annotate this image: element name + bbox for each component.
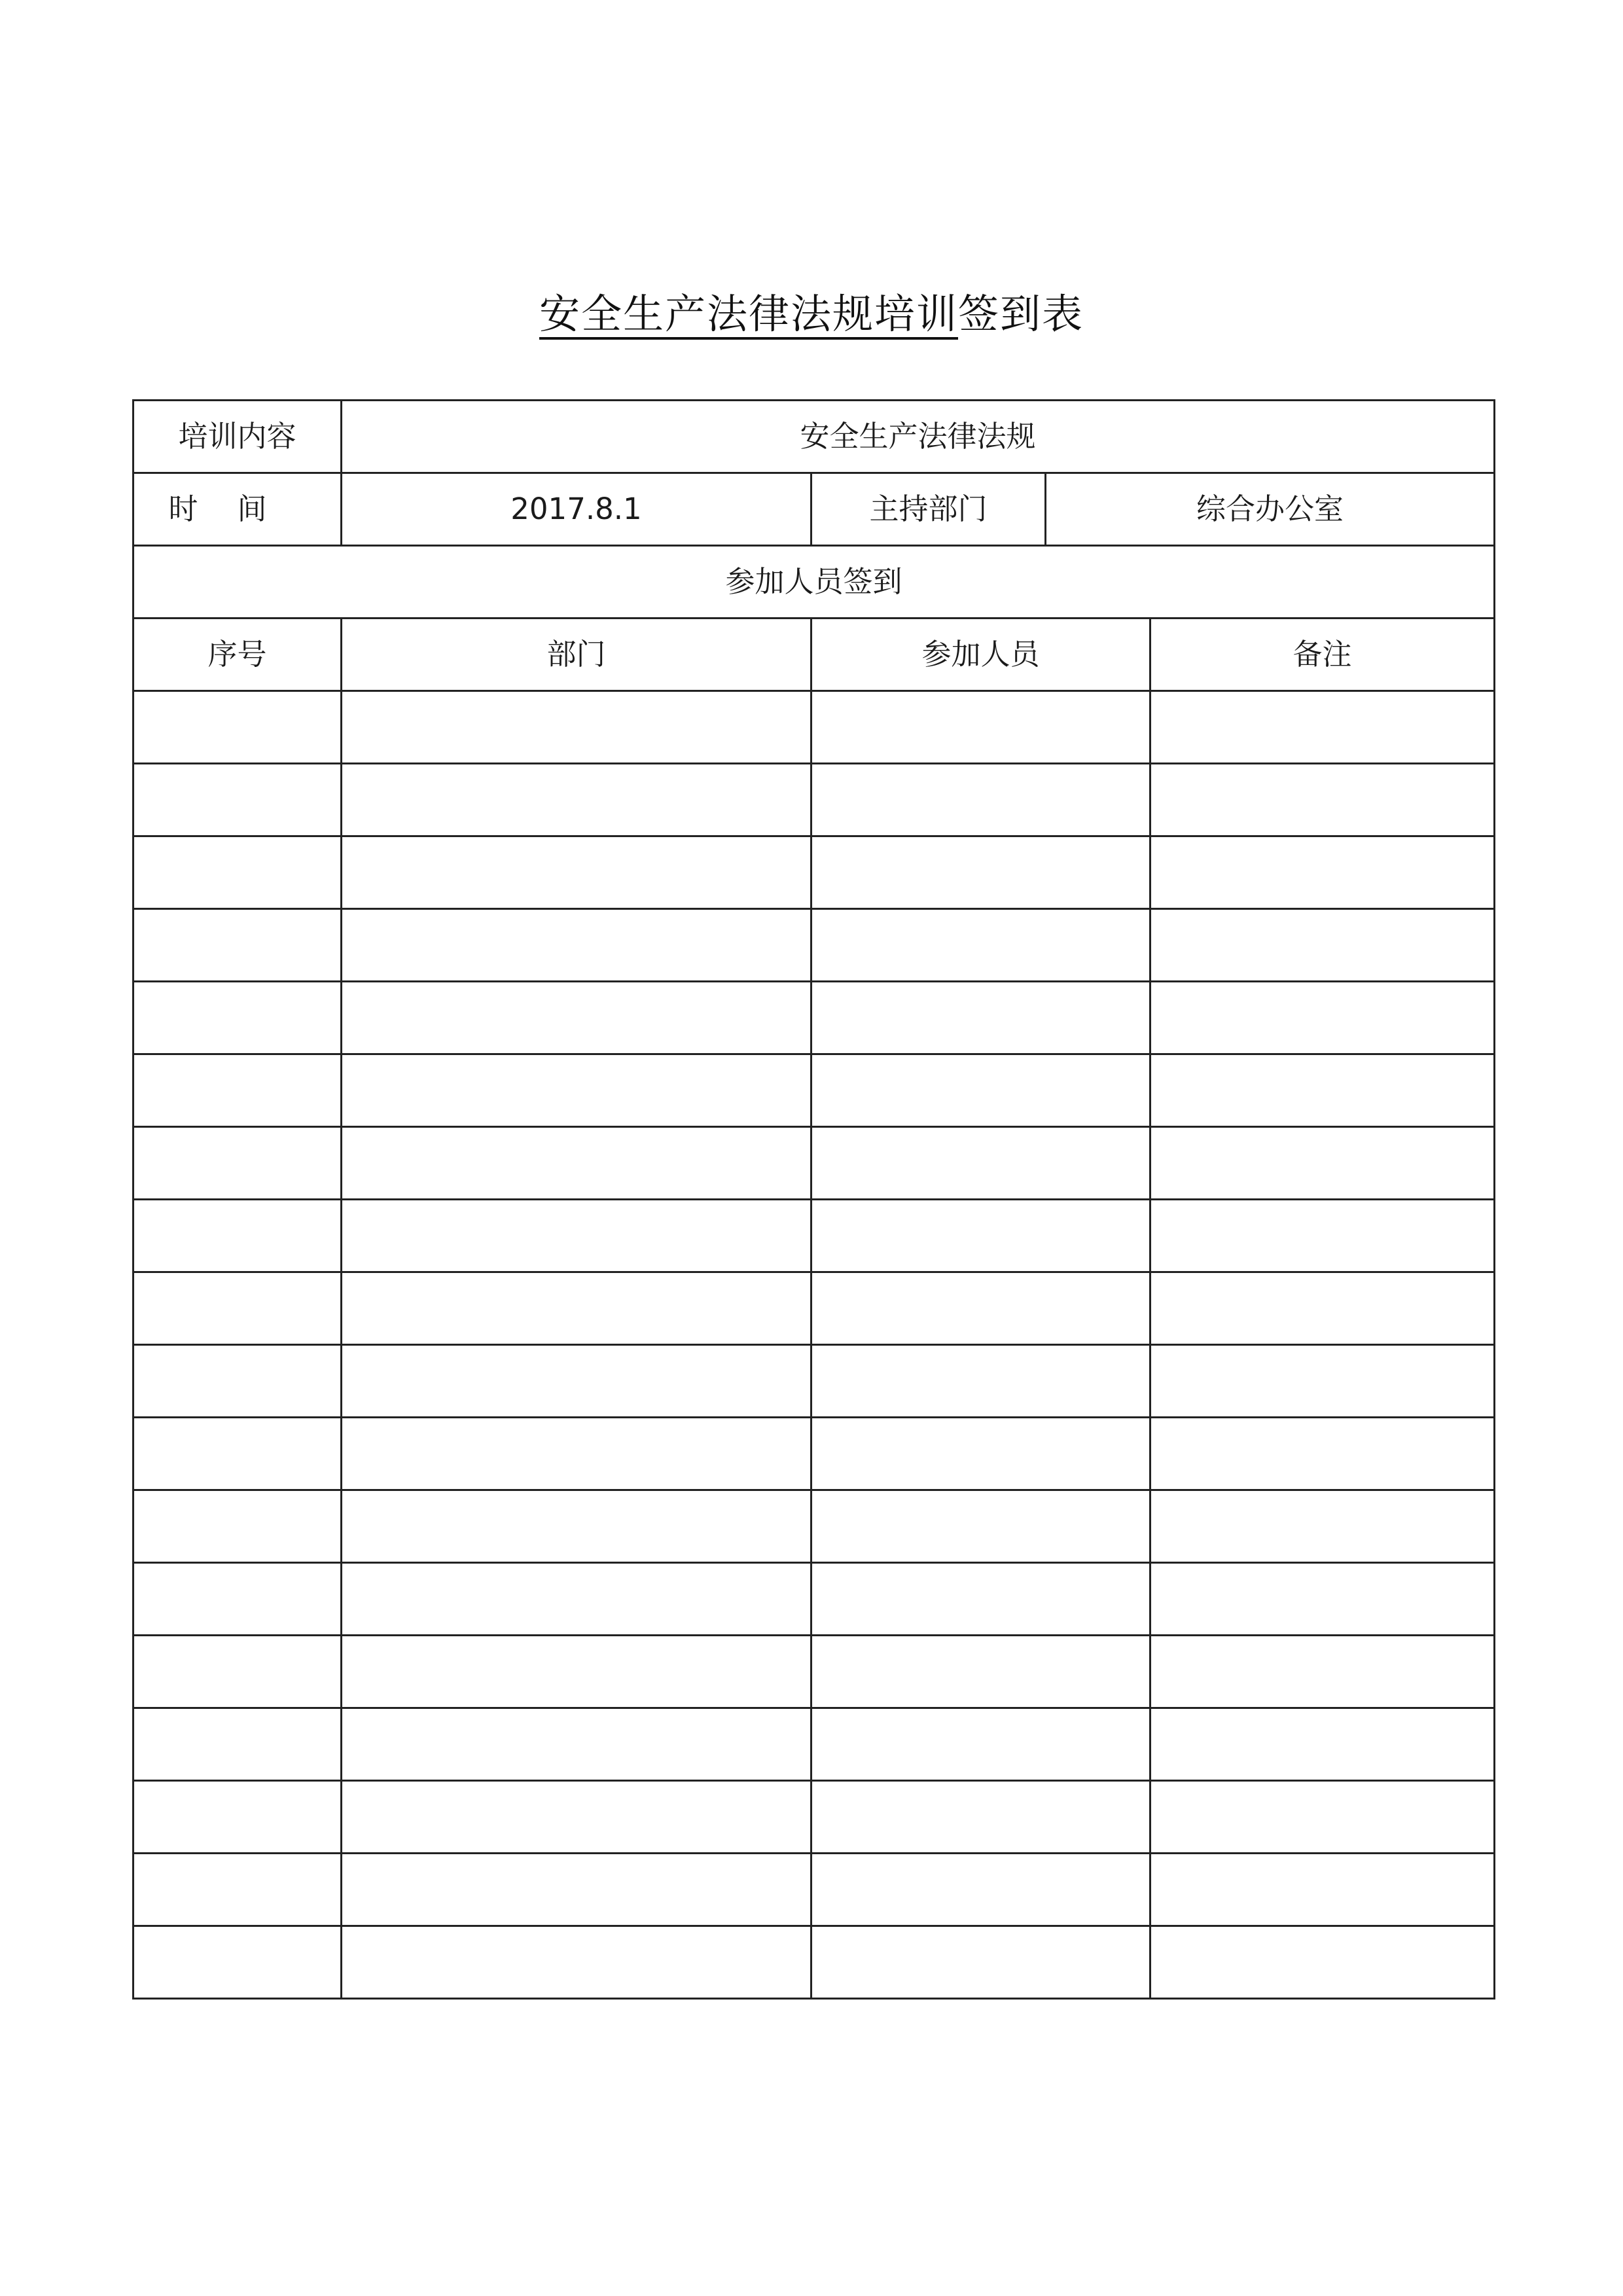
- seq-cell[interactable]: [134, 1200, 342, 1272]
- content-value: 安全生产法律法规: [342, 401, 1495, 473]
- content-label: 培训内容: [134, 401, 342, 473]
- attendee-cell[interactable]: [812, 1563, 1150, 1636]
- attendee-cell[interactable]: [812, 1854, 1150, 1926]
- attendee-cell[interactable]: [812, 1200, 1150, 1272]
- seq-cell[interactable]: [134, 1418, 342, 1490]
- seq-cell[interactable]: [134, 1563, 342, 1636]
- seq-cell[interactable]: [134, 982, 342, 1054]
- dept-cell[interactable]: [342, 764, 812, 836]
- attendee-cell[interactable]: [812, 1272, 1150, 1345]
- attendee-cell[interactable]: [812, 836, 1150, 909]
- remark-cell[interactable]: [1150, 1708, 1495, 1781]
- remark-cell[interactable]: [1150, 1272, 1495, 1345]
- seq-cell[interactable]: [134, 909, 342, 982]
- attendee-cell[interactable]: [812, 909, 1150, 982]
- dept-cell[interactable]: [342, 1563, 812, 1636]
- dept-cell[interactable]: [342, 691, 812, 764]
- seq-cell[interactable]: [134, 691, 342, 764]
- attendee-cell[interactable]: [812, 691, 1150, 764]
- attendee-cell[interactable]: [812, 1708, 1150, 1781]
- remark-cell[interactable]: [1150, 1127, 1495, 1200]
- seq-cell[interactable]: [134, 1708, 342, 1781]
- seq-cell[interactable]: [134, 1490, 342, 1563]
- attendee-cell[interactable]: [812, 1490, 1150, 1563]
- table-row: [134, 1708, 1495, 1781]
- table-row: [134, 982, 1495, 1054]
- seq-cell[interactable]: [134, 1636, 342, 1708]
- column-remark: 备注: [1150, 619, 1495, 691]
- dept-cell[interactable]: [342, 1854, 812, 1926]
- table-row: [134, 1345, 1495, 1418]
- table-row: [134, 909, 1495, 982]
- remark-cell[interactable]: [1150, 1490, 1495, 1563]
- attendee-cell[interactable]: [812, 1781, 1150, 1854]
- remark-cell[interactable]: [1150, 1345, 1495, 1418]
- time-row: [134, 473, 1495, 546]
- table-row: [134, 1563, 1495, 1636]
- remark-cell[interactable]: [1150, 1054, 1495, 1127]
- section-row: [134, 546, 1495, 619]
- table-row: [134, 691, 1495, 764]
- remark-cell[interactable]: [1150, 982, 1495, 1054]
- column-seq: 序号: [134, 619, 342, 691]
- remark-cell[interactable]: [1150, 1636, 1495, 1708]
- dept-cell[interactable]: [342, 909, 812, 982]
- seq-cell[interactable]: [134, 1345, 342, 1418]
- remark-cell[interactable]: [1150, 1854, 1495, 1926]
- remark-cell[interactable]: [1150, 836, 1495, 909]
- table-row: [134, 1272, 1495, 1345]
- dept-cell[interactable]: [342, 1054, 812, 1127]
- section-label: 参加人员签到: [134, 546, 1495, 619]
- time-label: 时间: [134, 473, 342, 546]
- dept-cell[interactable]: [342, 1200, 812, 1272]
- remark-cell[interactable]: [1150, 1418, 1495, 1490]
- attendee-cell[interactable]: [812, 1418, 1150, 1490]
- attendee-cell[interactable]: [812, 1926, 1150, 1999]
- table-row: [134, 1200, 1495, 1272]
- seq-cell[interactable]: [134, 836, 342, 909]
- seq-cell[interactable]: [134, 1272, 342, 1345]
- table-row: [134, 1636, 1495, 1708]
- dept-cell[interactable]: [342, 1636, 812, 1708]
- table-row: [134, 1418, 1495, 1490]
- attendee-cell[interactable]: [812, 1345, 1150, 1418]
- remark-cell[interactable]: [1150, 1200, 1495, 1272]
- table-row: [134, 1127, 1495, 1200]
- dept-cell[interactable]: [342, 836, 812, 909]
- sign-in-table: [132, 399, 1495, 2000]
- dept-cell[interactable]: [342, 1127, 812, 1200]
- title-rest: 签到表: [958, 290, 1084, 338]
- table-row: [134, 764, 1495, 836]
- dept-cell[interactable]: [342, 1490, 812, 1563]
- remark-cell[interactable]: [1150, 691, 1495, 764]
- attendee-cell[interactable]: [812, 1127, 1150, 1200]
- attendee-cell[interactable]: [812, 1636, 1150, 1708]
- remark-cell[interactable]: [1150, 1781, 1495, 1854]
- dept-cell[interactable]: [342, 1926, 812, 1999]
- title-underlined: 安全生产法律法规培训: [539, 290, 958, 338]
- column-header-row: [134, 619, 1495, 691]
- seq-cell[interactable]: [134, 1054, 342, 1127]
- host-value: 综合办公室: [1046, 473, 1495, 546]
- dept-cell[interactable]: [342, 1345, 812, 1418]
- column-attendee: 参加人员: [812, 619, 1150, 691]
- host-label: 主持部门: [812, 473, 1046, 546]
- document-title: [0, 281, 1623, 347]
- table-row: [134, 836, 1495, 909]
- table-row: [134, 1490, 1495, 1563]
- attendee-cell[interactable]: [812, 764, 1150, 836]
- table-row: [134, 1854, 1495, 1926]
- seq-cell[interactable]: [134, 764, 342, 836]
- attendee-cell[interactable]: [812, 1054, 1150, 1127]
- seq-cell[interactable]: [134, 1127, 342, 1200]
- dept-cell[interactable]: [342, 982, 812, 1054]
- remark-cell[interactable]: [1150, 764, 1495, 836]
- table-row: [134, 1926, 1495, 1999]
- seq-cell[interactable]: [134, 1854, 342, 1926]
- seq-cell[interactable]: [134, 1926, 342, 1999]
- dept-cell[interactable]: [342, 1781, 812, 1854]
- column-dept: 部门: [342, 619, 812, 691]
- remark-cell[interactable]: [1150, 909, 1495, 982]
- table-row: [134, 1054, 1495, 1127]
- dept-cell[interactable]: [342, 1272, 812, 1345]
- table-row: [134, 1781, 1495, 1854]
- seq-cell[interactable]: [134, 1781, 342, 1854]
- remark-cell[interactable]: [1150, 1563, 1495, 1636]
- attendee-cell[interactable]: [812, 982, 1150, 1054]
- remark-cell[interactable]: [1150, 1926, 1495, 1999]
- dept-cell[interactable]: [342, 1708, 812, 1781]
- content-row: [134, 401, 1495, 473]
- time-value: 2017.8.1: [342, 473, 812, 546]
- dept-cell[interactable]: [342, 1418, 812, 1490]
